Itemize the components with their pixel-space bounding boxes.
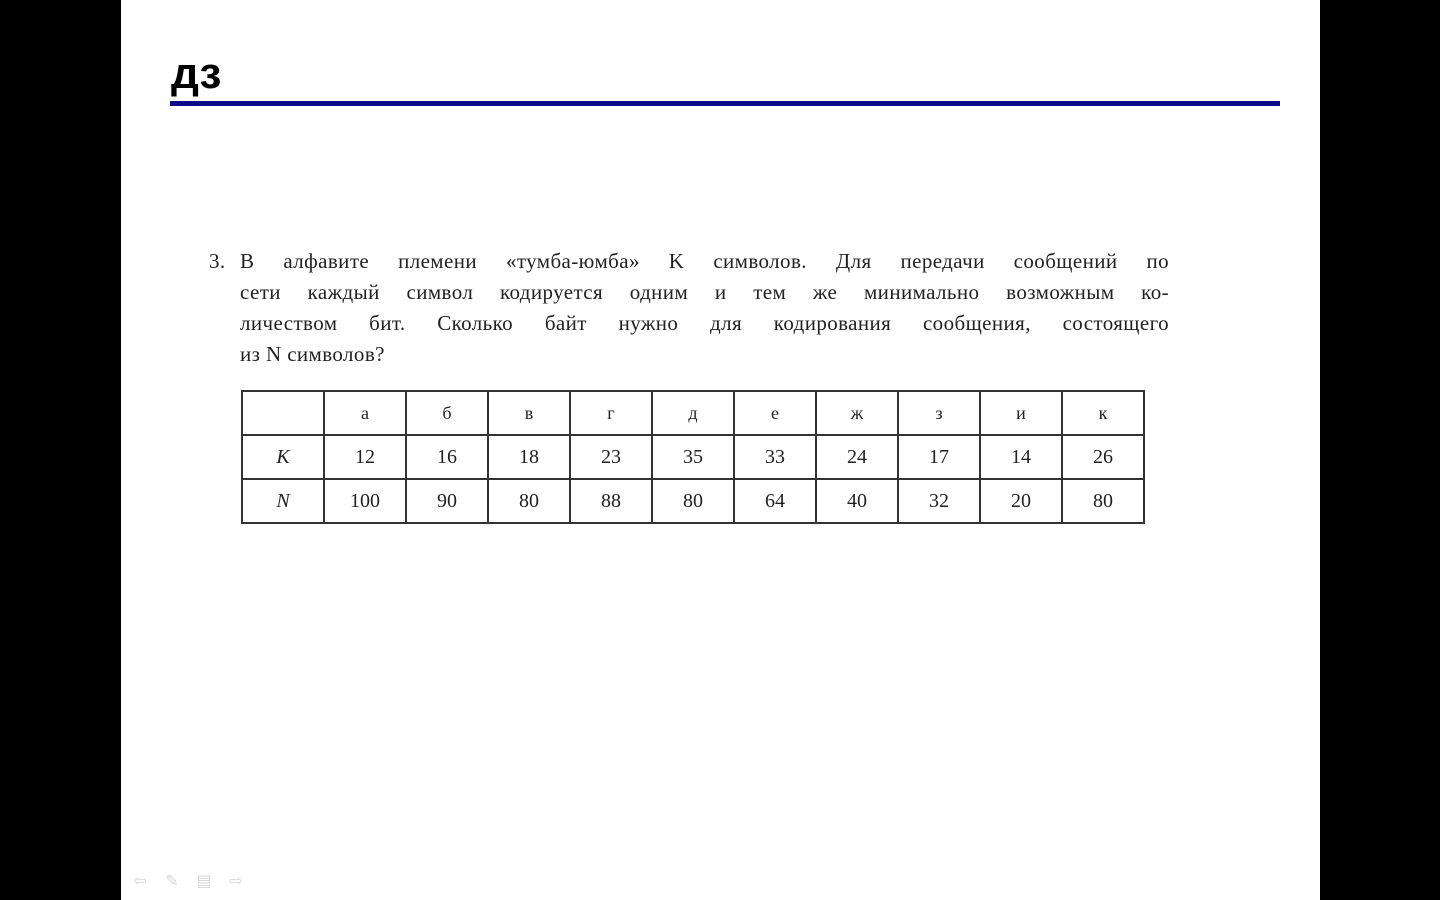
data-table: [241, 390, 1145, 524]
problem-line: личеством бит. Сколько байт нужно для кодирования сообщения, состоящего: [240, 311, 1169, 335]
pen-icon[interactable]: ✎: [165, 871, 179, 890]
table-header-cell: а: [324, 391, 406, 435]
problem-line: В алфавите племени «тумба-юмба» K символов. Для передачи сообщений по: [240, 249, 1169, 273]
table-cell: 80: [652, 479, 734, 523]
problem-line: сети каждый символ кодируется одним и тем же минимально возможным ко-: [240, 280, 1169, 304]
table-cell: 80: [1062, 479, 1144, 523]
table-cell: 12: [324, 435, 406, 479]
table-cell: 88: [570, 479, 652, 523]
table-header-cell: и: [980, 391, 1062, 435]
arrow-right-icon[interactable]: ⇨: [229, 871, 243, 890]
table-cell: 100: [324, 479, 406, 523]
table-header-cell: б: [406, 391, 488, 435]
table-row-label: K: [242, 435, 324, 479]
table-header-cell: е: [734, 391, 816, 435]
menu-icon[interactable]: ▤: [196, 871, 212, 890]
table-row-label: N: [242, 479, 324, 523]
arrow-left-icon[interactable]: ⇦: [133, 871, 147, 890]
table-cell: 26: [1062, 435, 1144, 479]
table-cell: 24: [816, 435, 898, 479]
table-cell: 64: [734, 479, 816, 523]
table-cell: 17: [898, 435, 980, 479]
table-cell: 23: [570, 435, 652, 479]
table-cell: 20: [980, 479, 1062, 523]
table-row: [242, 479, 1144, 523]
table-cell: 18: [488, 435, 570, 479]
table-header-cell: в: [488, 391, 570, 435]
table-header-cell: [242, 391, 324, 435]
table-header-cell: г: [570, 391, 652, 435]
slide: [121, 0, 1320, 900]
problem-text: [209, 246, 1169, 370]
slide-title: дз: [171, 49, 222, 98]
problem-line: из N символов?: [240, 342, 385, 366]
table-header-cell: з: [898, 391, 980, 435]
slide-nav-controls: [129, 872, 247, 890]
table-cell: 35: [652, 435, 734, 479]
title-underline: [170, 101, 1280, 106]
table-cell: 40: [816, 479, 898, 523]
table-header-cell: к: [1062, 391, 1144, 435]
table-header-row: [242, 391, 1144, 435]
table-header-cell: д: [652, 391, 734, 435]
table-cell: 33: [734, 435, 816, 479]
table-header-cell: ж: [816, 391, 898, 435]
table-cell: 14: [980, 435, 1062, 479]
table-row: [242, 435, 1144, 479]
table-cell: 80: [488, 479, 570, 523]
problem-number: 3.: [209, 249, 226, 273]
table-cell: 32: [898, 479, 980, 523]
table-cell: 16: [406, 435, 488, 479]
table-cell: 90: [406, 479, 488, 523]
